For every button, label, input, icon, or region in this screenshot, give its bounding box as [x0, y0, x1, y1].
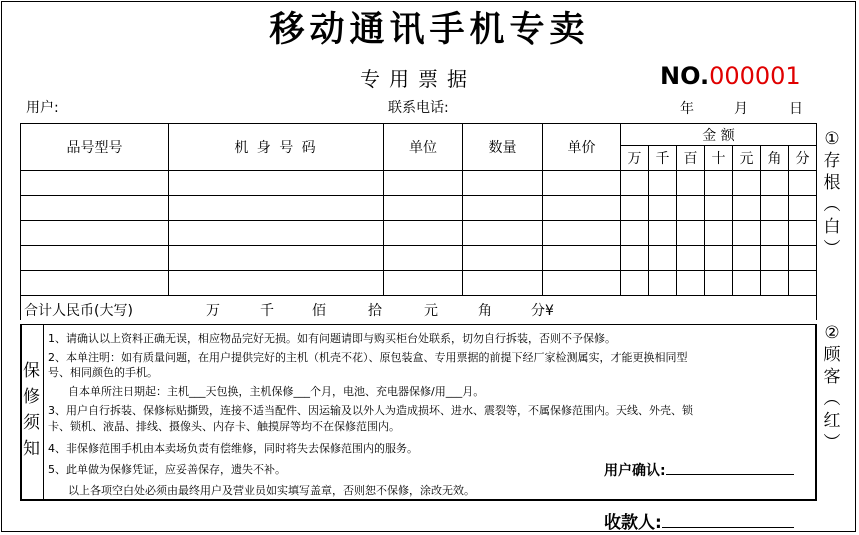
amount-unit-fen: 分	[789, 146, 817, 171]
user-confirm-line[interactable]	[666, 460, 794, 475]
cashier-label	[604, 508, 794, 533]
side-char: 红	[823, 411, 841, 431]
year-label: 年	[680, 101, 694, 117]
side-char: 顾	[823, 345, 841, 365]
note-2: 2、本单注明：如有质量问题，在用户提供完好的主机（机壳不花）、原包装盒、专用票据的前提下经厂家检测属实，才能更换相同型	[48, 351, 688, 364]
side-char: ︵	[823, 195, 841, 215]
user-label: 用户:	[26, 100, 59, 116]
notes-label-char: 保	[23, 361, 40, 381]
notes-label-char: 须	[23, 413, 40, 433]
receipt-subtitle: 专用票据	[360, 67, 476, 91]
receipt-number-prefix: NO.	[660, 62, 710, 90]
side-char: ︶	[823, 433, 841, 453]
day-label: 日	[789, 101, 803, 117]
total-wan: 万	[206, 303, 220, 319]
note-3: 3、用户自行拆装、保修标贴撕毁，连接不适当配件、因运输及以外人为造成损坏、进水、震裂等，不属保修范围内。天线、外壳、锁	[48, 404, 693, 417]
table-row[interactable]	[21, 196, 817, 221]
amount-unit-jiao: 角	[761, 146, 789, 171]
total-jiao: 角	[478, 303, 492, 319]
note-footer: 以上各项空白处必须由最终用户及营业员如实填写盖章，否则恕不保修，涂改无效。	[68, 484, 475, 497]
table-row[interactable]	[21, 221, 817, 246]
col-header-price: 单价	[543, 124, 621, 171]
total-yuan: 元	[424, 303, 438, 319]
store-title: 移动通讯手机专卖	[269, 9, 590, 50]
month-label: 月	[734, 101, 748, 117]
item-table	[20, 123, 817, 320]
total-fen: 分¥	[531, 303, 554, 319]
col-header-amount: 金 额	[621, 124, 817, 146]
side-note-customer	[820, 322, 844, 454]
notes-label-char: 知	[23, 439, 40, 459]
side-char: ②	[824, 323, 840, 343]
user-confirm-label	[604, 460, 794, 480]
note-1: 1、请确认以上资料正确无误，相应物品完好无损。如有问题请即与购买柜台处联系，切勿自行拆装，否则不予保修。	[48, 332, 616, 345]
warranty-notes-label	[20, 324, 44, 501]
col-header-serial: 机 身 号 码	[169, 124, 384, 171]
notes-label-char: 修	[23, 387, 40, 407]
side-char: ①	[824, 129, 840, 149]
total-label: 合计人民币(大写)	[24, 303, 133, 319]
amount-unit-qian: 千	[649, 146, 677, 171]
side-char: ︵	[823, 389, 841, 409]
cashier-text: 收款人:	[604, 513, 662, 533]
table-row[interactable]	[21, 271, 817, 296]
amount-unit-shi: 十	[705, 146, 733, 171]
note-3-cont: 卡、锁机、液晶、排线、摄像头、内存卡、触摸屏等均不在保修范围内。	[48, 420, 400, 433]
cashier-line[interactable]	[662, 511, 794, 528]
amount-unit-wan: 万	[621, 146, 649, 171]
col-header-unit: 单位	[384, 124, 463, 171]
note-4: 4、非保修范围手机由本卖场负责有偿维修，同时将失去保修范围内的服务。	[48, 442, 418, 455]
amount-unit-bai: 百	[677, 146, 705, 171]
side-char: 客	[823, 367, 841, 387]
note-2-cont: 号、相同颜色的手机。	[48, 366, 158, 379]
user-confirm-text: 用户确认:	[604, 463, 666, 479]
table-row[interactable]	[21, 171, 817, 196]
total-row	[21, 296, 817, 321]
receipt-number-value: 000001	[709, 62, 801, 90]
total-bai: 佰	[312, 303, 326, 319]
amount-unit-yuan: 元	[733, 146, 761, 171]
total-shi: 拾	[368, 303, 382, 319]
phone-label: 联系电话:	[388, 100, 449, 116]
col-header-quantity: 数量	[463, 124, 543, 171]
side-char: 白	[823, 217, 841, 237]
col-header-model: 品号型号	[21, 124, 169, 171]
total-qian: 千	[260, 303, 274, 319]
side-char: 根	[823, 173, 841, 193]
note-5: 5、此单做为保修凭证，应妥善保存，遗失不补。	[48, 463, 286, 476]
side-note-stub	[820, 128, 844, 260]
side-char: ︶	[823, 239, 841, 259]
receipt-number	[660, 62, 801, 90]
table-row[interactable]	[21, 246, 817, 271]
side-char: 存	[823, 151, 841, 171]
note-warranty-period: 自本单所注日期起：主机___天包换，主机保修___个月，电池、充电器保修/用___月。	[68, 385, 485, 398]
